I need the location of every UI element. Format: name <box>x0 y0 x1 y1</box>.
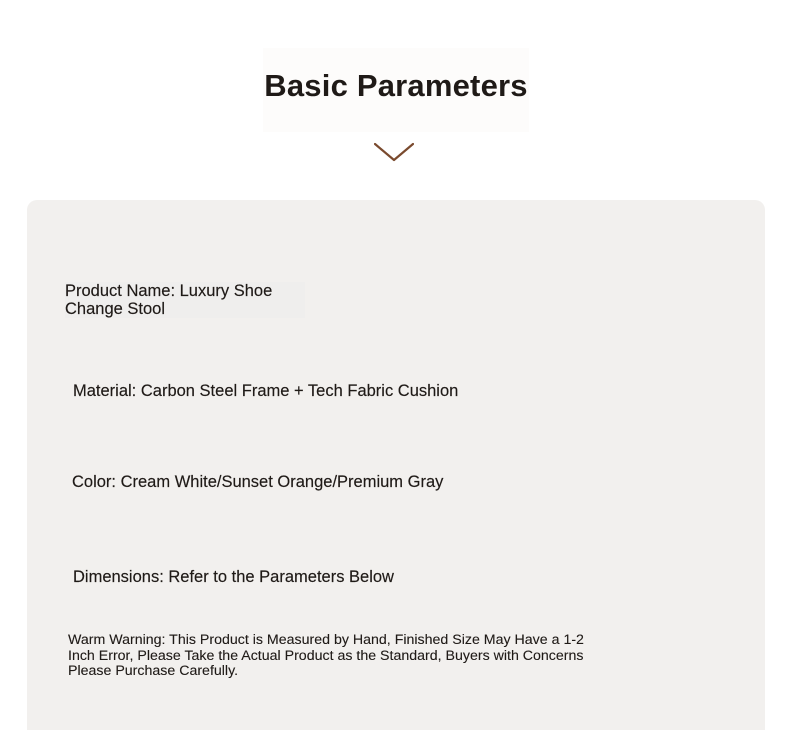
material-text: Material: Carbon Steel Frame + Tech Fabric Cushion <box>73 382 459 400</box>
parameters-panel <box>27 200 765 730</box>
dimensions-text: Dimensions: Refer to the Parameters Below <box>73 568 394 586</box>
warm-warning-text: Warm Warning: This Product is Measured by Hand, Finished Size May Have a 1-2 Inch Error, Please Take the Actual Product as the Standard, Buyers with Concerns Please Purchase Carefully. <box>68 632 584 680</box>
product-name-text: Product Name: Luxury Shoe Change Stool <box>65 282 305 318</box>
color-text: Color: Cream White/Sunset Orange/Premium Gray <box>72 473 444 491</box>
chevron-down-icon <box>374 142 414 164</box>
section-title: Basic Parameters <box>264 68 528 103</box>
section-title-block <box>263 48 529 132</box>
